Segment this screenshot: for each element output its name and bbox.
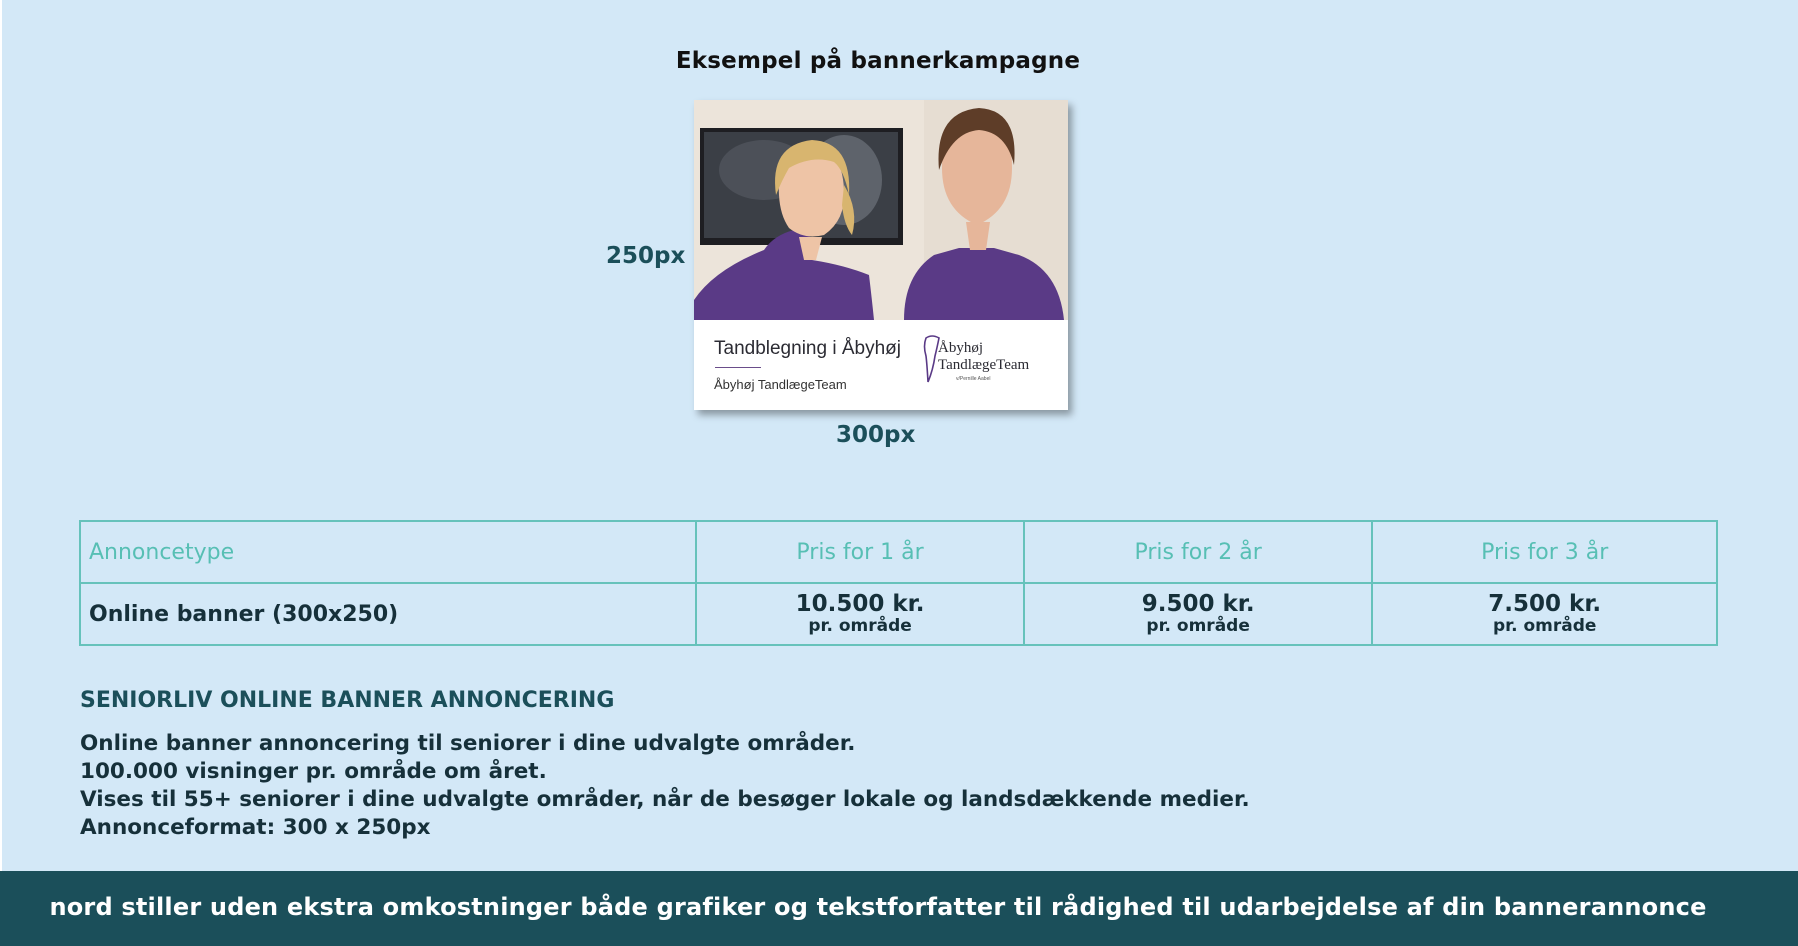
logo-line-2: TandlægeTeam [938, 357, 1030, 373]
price-unit: pr. område [808, 616, 912, 636]
logo-line-3: v/Pernille Aabel [956, 376, 991, 382]
price-cell-3-years [1372, 583, 1717, 645]
description-line: Vises til 55+ seniorer i dine udvalgte områder, når de besøger lokale og landsdækkende medier. [80, 787, 1250, 812]
table-header-row [80, 521, 1717, 583]
price-unit: pr. område [1146, 616, 1250, 636]
clinic-logo [924, 334, 1054, 390]
logo-line-1: Åbyhøj [938, 340, 983, 356]
description-line: 100.000 visninger pr. område om året. [80, 759, 547, 784]
price-amount: 7.500 kr. [1488, 591, 1602, 617]
price-unit: pr. område [1492, 616, 1597, 636]
footer-text: nord stiller uden ekstra omkostninger både grafiker og tekstforfatter til rådighed til udarbejdelse af din bannerannonce [49, 893, 1707, 921]
banner-width-label: 300px [836, 422, 916, 448]
price-amount: 10.500 kr. [795, 591, 925, 617]
description-line: Online banner annoncering til seniorer i dine udvalgte områder. [80, 731, 856, 756]
banner-text-panel [694, 320, 1068, 410]
description-line: Annonceformat: 300 x 250px [80, 815, 431, 840]
banner-subtitle: Åbyhøj TandlægeTeam [714, 377, 847, 392]
footer-bar [0, 871, 1798, 946]
banner-height-label: 250px [606, 243, 686, 269]
price-cell-1-year [696, 583, 1024, 645]
banner-divider [715, 367, 761, 368]
price-table [79, 520, 1718, 646]
banner-photo [694, 100, 1068, 320]
banner-example [694, 100, 1068, 410]
header-ad-type: Annoncetype [80, 521, 696, 583]
price-cell-2-years [1024, 583, 1373, 645]
header-price-2-years: Pris for 2 år [1024, 521, 1373, 583]
table-row [80, 583, 1717, 645]
banner-headline: Tandblegning i Åbyhøj [714, 338, 901, 359]
description [80, 730, 1250, 842]
header-price-1-year: Pris for 1 år [696, 521, 1024, 583]
example-title: Eksempel på bannerkampagne [675, 48, 1081, 74]
ad-type-cell: Online banner (300x250) [80, 583, 696, 645]
page-edge [0, 0, 2, 946]
header-price-3-years: Pris for 3 år [1372, 521, 1717, 583]
price-amount: 9.500 kr. [1141, 591, 1255, 617]
section-heading: SENIORLIV ONLINE BANNER ANNONCERING [80, 688, 615, 713]
